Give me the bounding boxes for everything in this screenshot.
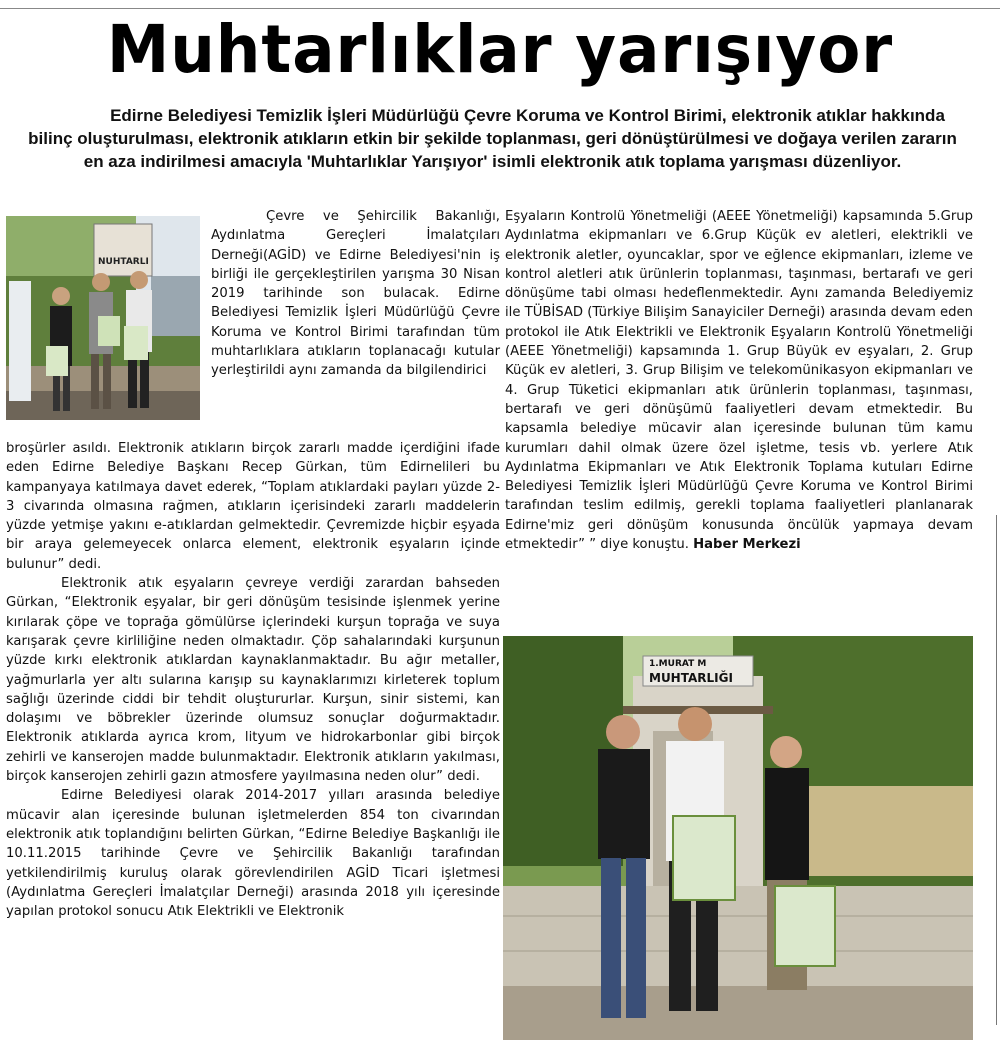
photo-small-illustration bbox=[6, 216, 200, 420]
column-1-bottom bbox=[6, 439, 500, 921]
photo-large-illustration bbox=[503, 636, 973, 1040]
headline: Muhtarlıklar yarışıyor bbox=[106, 11, 894, 88]
paragraph-4 bbox=[505, 207, 973, 554]
paragraph-3: Edirne Belediyesi olarak 2014-2017 yılları arasında belediye mücavir alan içeresinde bulunan işletmelerden 854 ton civarından elektronik atık toplandığını belirten Gürkan, “Edirne Belediye Başkanlığı ile 10.11.2015 tarihinde Çevre ve Şehircilik Bakanlığı tarafından yetkilendirilmiş kuruluş olarak görevlendirilen AGİD Ticari işletmesi (Aydınlatma Gereçleri İmalatçılar Derneği) arasında 2018 yılı içeresinde yapılan protokol sonucu Atık Elektrikli ve Elektronik bbox=[6, 788, 500, 920]
paragraph-4-text: Eşyaların Kontrolü Yönetmeliği (AEEE Yönetmeliği) kapsamında 5.Grup Aydınlatma ekipmanları ve 6.Grup Küçük ev aletleri, elektrikli ve elektronik aletler, oyuncaklar, spor ve eğlence ekipmanları, izleme ve kontrol aletleri atık ürünlerin toplanması, taşınması, bertarafı ve geri dönüşüme tabi olması hedeflenmektedir. Aynı zamanda Belediyemiz ile TÜBİSAD (Türkiye Bilişim Sanayiciler Derneği) arasında devam eden protokol ile Atık Elektrikli ve Elektronik Eşyaların Kontrolü Yönetmeliği (AEEE Yönetmeliği) kapsamında 1. Grup Büyük ev eşyaları, 2. Grup Küçük ev aletleri, 3. Grup Bilişim ve telekomünikasyon ekipmanları ve 4. Grup Tüketici ekipmanları atık ürünlerin toplanması, taşınması, bertarafı ve geri dönüşümü faaliyetleri devam etmektedir. Bu kapsamla belediye mücavir alan içeresinde bulunan tüm kamu kurumları dahil olmak üzere özel işletme, tesis vb. yerlere Atık Aydınlatma Ekipmanları ve Atık Elektronik Toplama kutuları Edirne Belediyesi Temizlik İşleri Müdürlüğü Çevre Koruma ve Kontrol Birimi tarafından teslim edilmiş, gerekli toplama faaliyetleri planlanarak Edirne'miz geri dönüşüm konusunda öncülük yapmaya devam etmektedir” ” diye konuştu. bbox=[505, 209, 973, 553]
column-2 bbox=[505, 207, 973, 554]
photo-small-sign: NUHTARLI bbox=[98, 257, 149, 267]
paragraph-1-end: broşürler asıldı. Elektronik atıkların birçok zararlı madde içerdiğini ifade eden Edirne Belediye Başkanı Recep Gürkan, tüm Edirnelileri bu kampanyaya katılmaya davet ederek, “Toplam atıklardaki payları yüzde 2-3 civarında olmasına rağmen, atıkların içerisindeki zararlı maddelerin yüzde yetmişe yakını e-atıklardan gelmektedir. Çevremizde hiçbir eşyada bir araya gelemeyecek onlarca element, elektronik eşyaların içinde bulunur” dedi. bbox=[6, 441, 500, 572]
paragraph-2: Elektronik atık eşyaların çevreye verdiği zarardan bahseden Gürkan, “Elektronik eşyalar, bir geri dönüşüm tesisinde işlenmek yerine kırılarak çöpe ve toprağa gömülürse içlerindeki kurşun toprağa ve suya karışarak çevre kirliliğine neden olmaktadır. Çöp sahalarındaki kurşunun yüzde kırkı elektronik atıklardan kaynaklanmaktadır. Bu ağır metaller, yağmurlarla yer altı sularına karışıp su kaynaklarımızı kirleterek toplum sağlığı üzerinde ciddi bir tehdit oluştururlar. Kurşun, sinir sistemi, kan dolaşımı ve böbrekler üzerinde olumsuz sonuçlar doğurmaktadır. Elektronik atıklarda ayrıca krom, lityum ve hidrokarbonlar gibi birçok zehirli ve kanserojen madde bulunmaktadır. Elektronik atıkların yakılması, birçok kanserojen zehirli gazın atmosfere yayılmasına neden olur” dedi. bbox=[6, 576, 500, 785]
lead-paragraph: Edirne Belediyesi Temizlik İşleri Müdürlüğü Çevre Koruma ve Kontrol Birimi, elektronik atıklar hakkında bilinç oluşturulması, elektronik atıkların etkin bir şekilde toplanması, geri dönüştürülmesi ve doğaya verilen zararın en aza indirilmesi amacıyla 'Muhtarlıklar Yarışıyor' isimli elektronik atık toplama yarışması düzenliyor. bbox=[28, 106, 957, 171]
page-edge-rule bbox=[996, 515, 1000, 1025]
photo-small bbox=[6, 216, 200, 420]
paragraph-1-start: Çevre ve Şehircilik Bakanlığı, Aydınlatma Gereçleri İmalatçıları Derneği(AGİD) ve Edirne Belediyesi'nin iş birliği ile gerçekleştirilen yarışma 30 Nisan 2019 tarihinde son bulacak. Edirne Belediyesi Temizlik İşleri Müdürlüğü Çevre Koruma ve Kontrol Birimi tarafından tüm muhtarlıklara atıkların toplanacağı kutular yerleştirildi aynı zamanda da bilgilendirici bbox=[211, 209, 500, 379]
photo-large-sign-top: 1.MURAT M bbox=[649, 659, 707, 669]
byline: Haber Merkezi bbox=[693, 537, 801, 553]
photo-large-sign-main: MUHTARLIĞI bbox=[649, 671, 733, 685]
top-rule bbox=[0, 0, 1000, 9]
column-1-top bbox=[211, 207, 500, 381]
photo-large bbox=[503, 636, 973, 1040]
